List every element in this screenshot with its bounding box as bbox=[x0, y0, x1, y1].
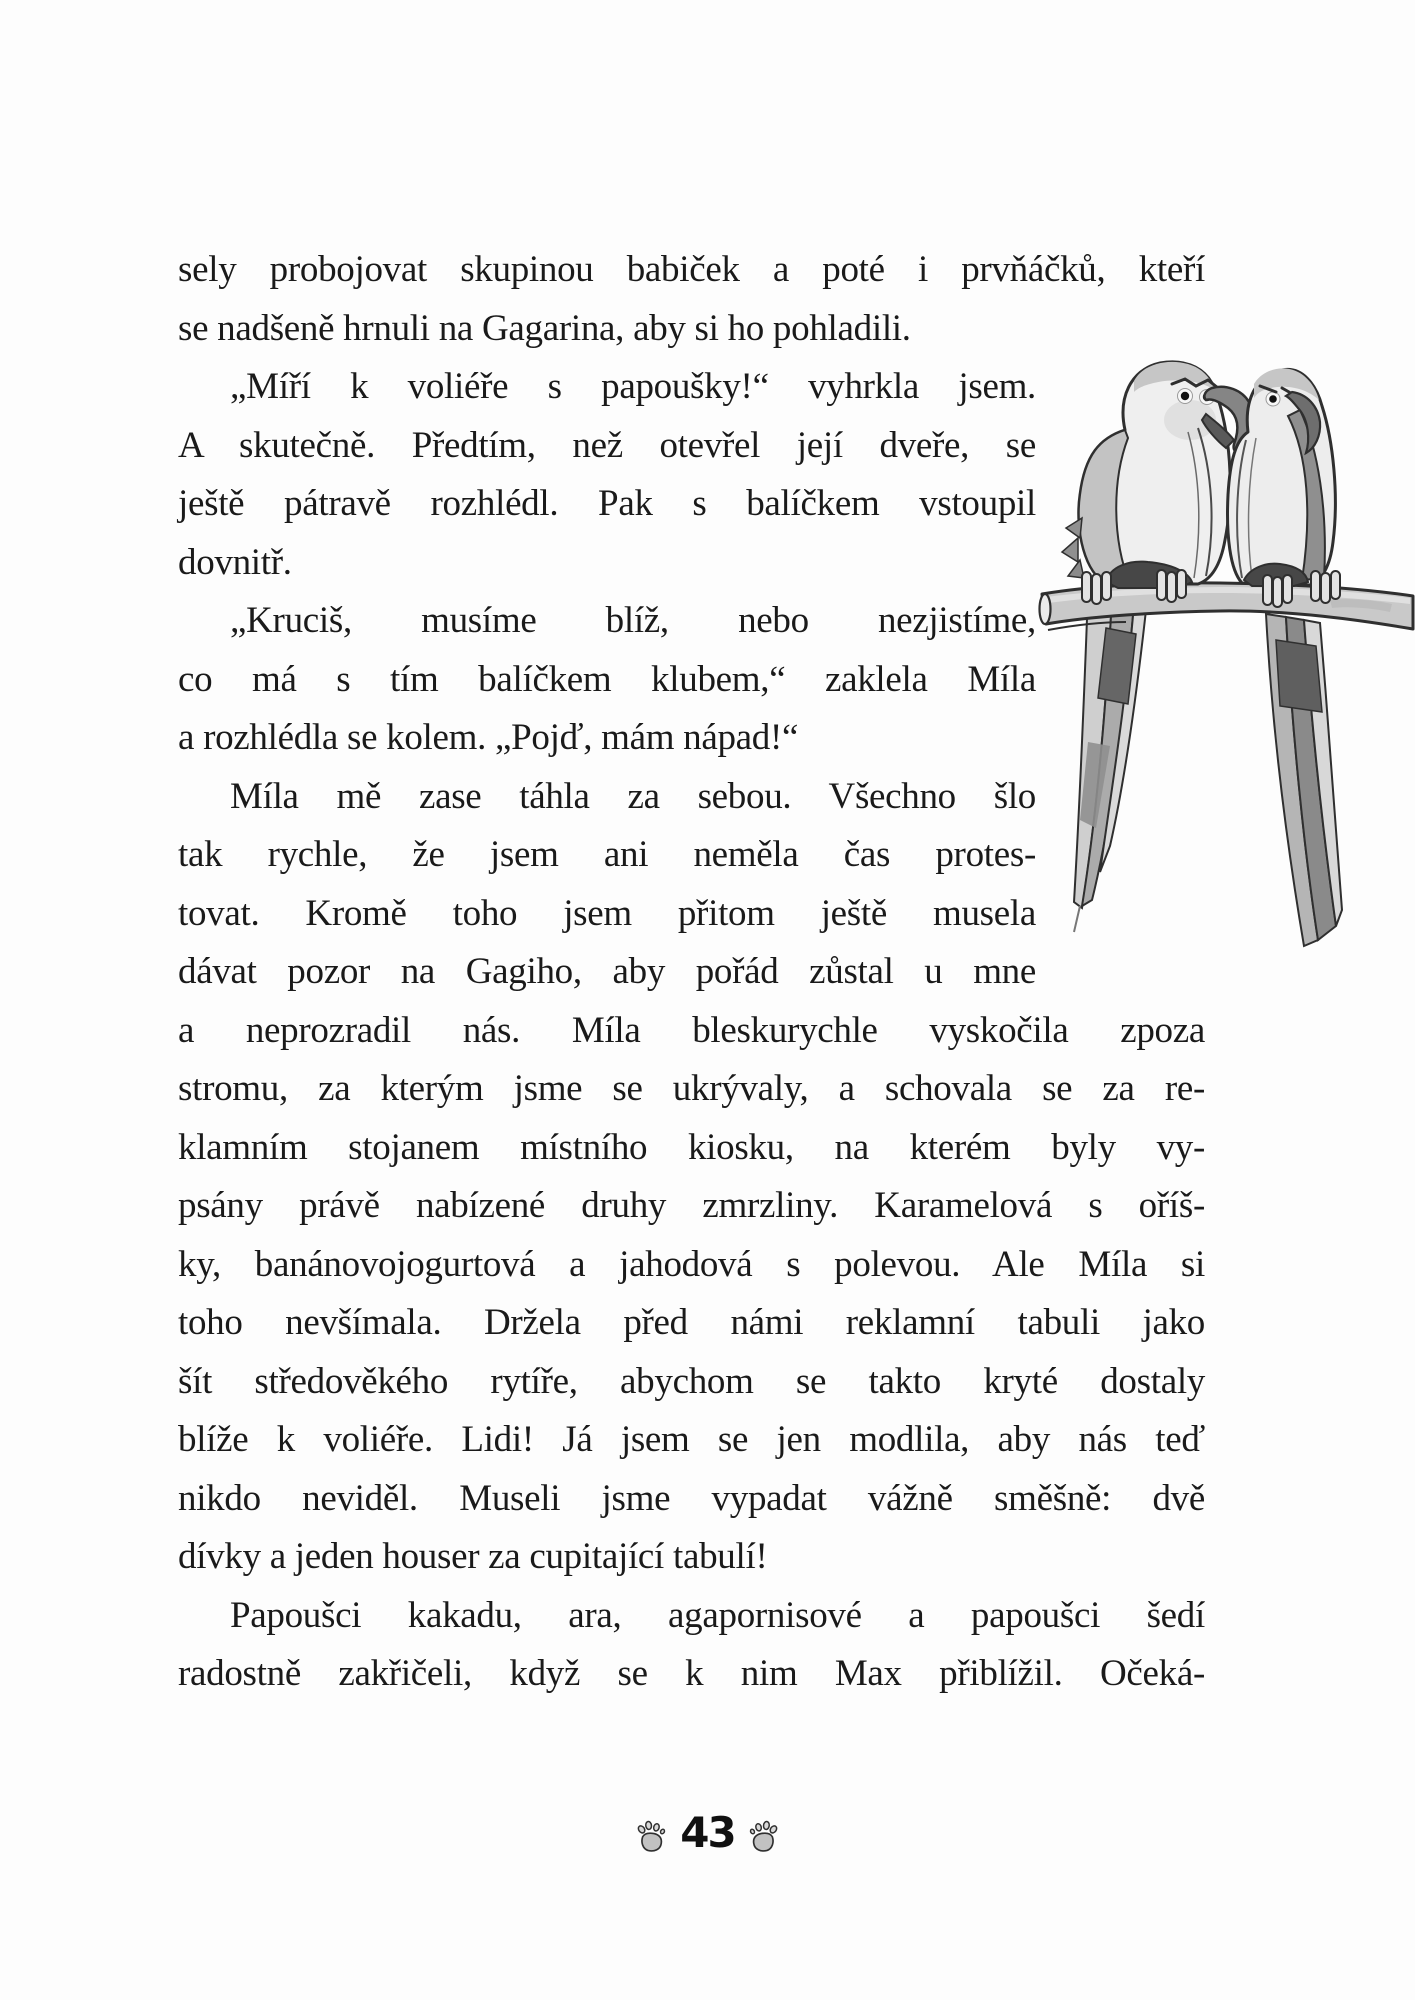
text-line: Míla mě zase táhla za sebou. Všechno šlo bbox=[230, 775, 1036, 817]
text-line: sely probojovat skupinou babiček a poté i prvňáčků, kteří bbox=[178, 249, 1205, 290]
left-parrot bbox=[1062, 362, 1253, 604]
text-line: psány právě nabízené druhy zmrzliny. Karamelová s oříš- bbox=[178, 1185, 1205, 1226]
text-line: tak rychle, že jsem ani neměla čas protes- bbox=[178, 834, 1036, 875]
text-line: šít středověkého rytíře, abychom se takto kryté dostaly bbox=[178, 1360, 1205, 1402]
text-line: „Kruciš, musíme blíž, nebo nezjistíme, bbox=[230, 600, 1036, 641]
page-footer bbox=[0, 1808, 1415, 1857]
text-line: klamním stojanem místního kiosku, na kterém byly vy- bbox=[178, 1126, 1205, 1168]
text-line: blíže k voliéře. Lidi! Já jsem se jen modlila, aby nás teď bbox=[178, 1419, 1205, 1460]
page-number: 43 bbox=[680, 1808, 735, 1857]
right-parrot-eye bbox=[1269, 395, 1277, 403]
left-parrot-tail bbox=[1074, 592, 1146, 932]
paw-print-icon bbox=[747, 1818, 781, 1855]
parrots-illustration bbox=[1030, 280, 1415, 960]
text-line: stromu, za kterým jsme se ukrývaly, a schovala se za re- bbox=[178, 1068, 1205, 1109]
left-parrot-eye bbox=[1181, 392, 1189, 400]
text-line: dívky a jeden houser za cupitající tabulí! bbox=[178, 1536, 768, 1577]
text-line: a rozhlédla se kolem. „Pojď, mám nápad!“ bbox=[178, 717, 799, 758]
right-parrot-tail bbox=[1266, 614, 1342, 946]
text-line: a neprozradil nás. Míla bleskurychle vyskočila zpoza bbox=[178, 1009, 1205, 1051]
text-line: se nadšeně hrnuli na Gagarina, aby si ho pohladili. bbox=[178, 307, 911, 349]
text-line: dovnitř. bbox=[178, 541, 292, 583]
text-line: ky, banánovojogurtová a jahodová s polevou. Ale Míla si bbox=[178, 1243, 1205, 1285]
text-line: radostně zakřičeli, když se k nim Max přiblížil. Očeká- bbox=[178, 1653, 1205, 1694]
text-line: dávat pozor na Gagiho, aby pořád zůstal u mne bbox=[178, 951, 1036, 992]
paw-print-icon bbox=[634, 1818, 668, 1855]
text-line: toho nevšímala. Držela před námi reklamní tabuli jako bbox=[178, 1302, 1205, 1343]
text-line: „Míří k voliéře s papoušky!“ vyhrkla jsem. bbox=[230, 366, 1036, 407]
text-line: A skutečně. Předtím, než otevřel její dveře, se bbox=[178, 424, 1036, 466]
text-line: ještě pátravě rozhlédl. Pak s balíčkem vstoupil bbox=[178, 483, 1036, 524]
text-line: nikdo neviděl. Museli jsme vypadat vážně směšně: dvě bbox=[178, 1477, 1205, 1519]
text-line: Papoušci kakadu, ara, agapornisové a papoušci šedí bbox=[230, 1594, 1205, 1636]
text-line: tovat. Kromě toho jsem přitom ještě musela bbox=[178, 892, 1036, 934]
text-line: co má s tím balíčkem klubem,“ zaklela Míla bbox=[178, 658, 1036, 700]
